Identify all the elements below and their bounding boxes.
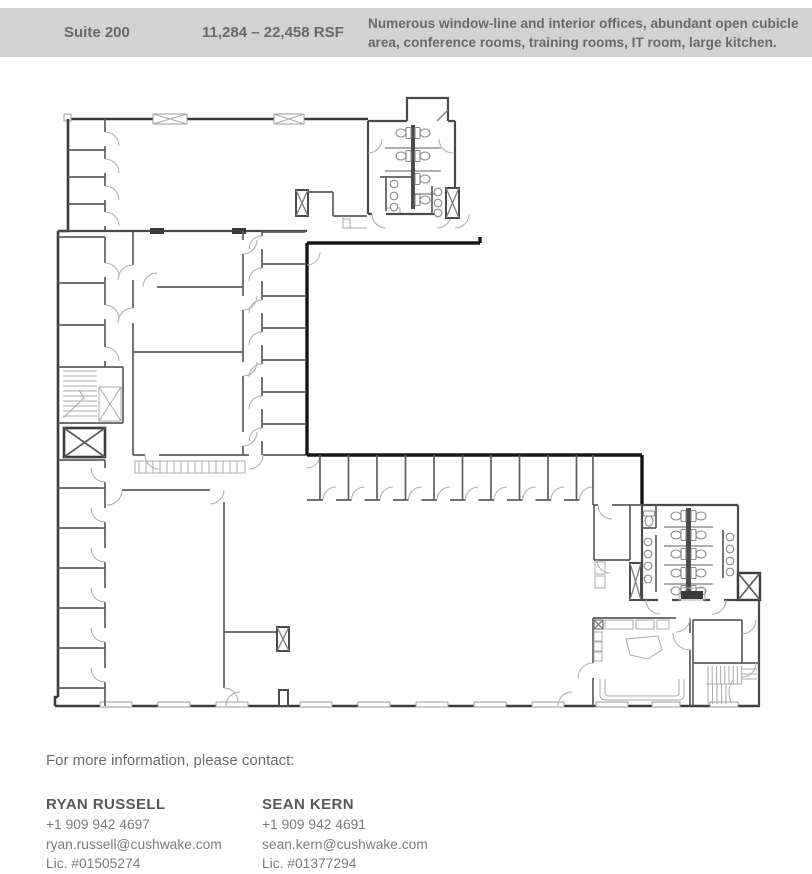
west-elevator bbox=[64, 428, 105, 457]
agent-email[interactable]: sean.kern@cushwake.com bbox=[262, 836, 428, 852]
agent-license: Lic. #01505274 bbox=[46, 856, 141, 871]
rsf-range: 11,284 – 22,458 RSF bbox=[202, 24, 344, 41]
center-elevator-lobby bbox=[296, 190, 400, 228]
kitchen bbox=[578, 618, 690, 706]
interior-office-row bbox=[307, 455, 642, 519]
contact-intro: For more information, please contact: bbox=[46, 752, 295, 769]
agent-card bbox=[46, 794, 222, 874]
suite-description: Numerous window-line and interior offices, abundant open cubicle area, conference rooms, training rooms, IT room, large kitchen. bbox=[368, 16, 799, 50]
southeast-elevator bbox=[738, 573, 760, 600]
suite-label: Suite 200 bbox=[64, 24, 130, 41]
agent-email[interactable]: ryan.russell@cushwake.com bbox=[46, 836, 222, 852]
interior-office-column bbox=[249, 232, 305, 455]
southeast-stairwell bbox=[693, 620, 759, 706]
west-stairwell bbox=[58, 367, 123, 423]
agent-phone: +1 909 942 4697 bbox=[46, 817, 150, 832]
agent-license: Lic. #01377294 bbox=[262, 856, 357, 871]
demising-line bbox=[307, 237, 642, 505]
agent-name: RYAN RUSSELL bbox=[46, 796, 166, 813]
agent-phone: +1 909 942 4691 bbox=[262, 817, 366, 832]
southeast-corridor-rooms bbox=[594, 505, 641, 600]
agent-card bbox=[262, 794, 428, 874]
open-cubicle-area bbox=[107, 490, 572, 706]
north-restrooms bbox=[368, 98, 469, 228]
agent-name: SEAN KERN bbox=[262, 796, 354, 813]
south-restrooms bbox=[642, 505, 738, 614]
